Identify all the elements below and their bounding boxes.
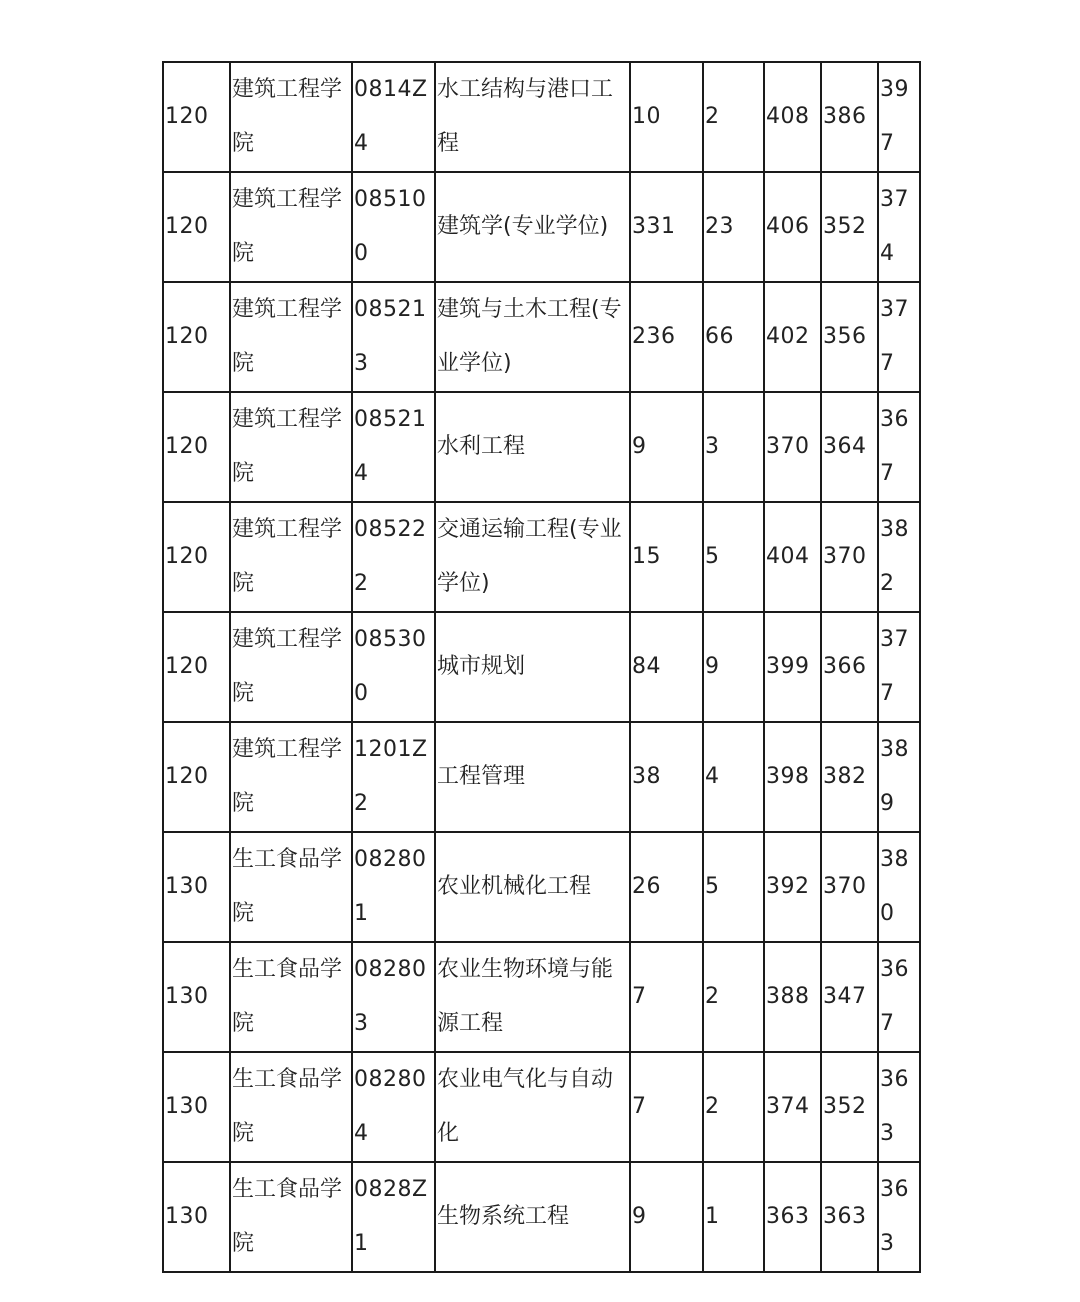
table-row	[163, 1052, 920, 1162]
applicants-cell: 7	[630, 942, 703, 1052]
avg-score-cell: 363	[878, 1052, 920, 1162]
college-code-cell: 120	[163, 722, 230, 832]
college-name-cell: 建筑工程学院	[230, 722, 352, 832]
applicants-cell: 15	[630, 502, 703, 612]
applicants-cell: 7	[630, 1052, 703, 1162]
college-name-cell: 建筑工程学院	[230, 62, 352, 172]
avg-score-cell: 382	[878, 502, 920, 612]
table-row	[163, 502, 920, 612]
college-code-cell: 130	[163, 942, 230, 1052]
min-score-cell: 347	[821, 942, 878, 1052]
min-score-cell: 352	[821, 1052, 878, 1162]
score-table-container	[162, 61, 921, 1273]
min-score-cell: 363	[821, 1162, 878, 1272]
table-row	[163, 1162, 920, 1272]
min-score-cell: 370	[821, 502, 878, 612]
min-score-cell: 382	[821, 722, 878, 832]
applicants-cell: 26	[630, 832, 703, 942]
score-table	[162, 61, 921, 1273]
max-score-cell: 399	[764, 612, 821, 722]
max-score-cell: 398	[764, 722, 821, 832]
table-row	[163, 172, 920, 282]
college-code-cell: 120	[163, 62, 230, 172]
avg-score-cell: 377	[878, 612, 920, 722]
major-name-cell: 水工结构与港口工程	[435, 62, 630, 172]
max-score-cell: 404	[764, 502, 821, 612]
admitted-cell: 2	[703, 62, 764, 172]
major-name-cell: 建筑学(专业学位)	[435, 172, 630, 282]
table-row	[163, 722, 920, 832]
admitted-cell: 2	[703, 942, 764, 1052]
admitted-cell: 4	[703, 722, 764, 832]
major-code-cell: 1201Z2	[352, 722, 435, 832]
avg-score-cell: 380	[878, 832, 920, 942]
major-code-cell: 0814Z4	[352, 62, 435, 172]
table-row	[163, 942, 920, 1052]
college-name-cell: 建筑工程学院	[230, 612, 352, 722]
college-code-cell: 120	[163, 502, 230, 612]
admitted-cell: 23	[703, 172, 764, 282]
college-name-cell: 建筑工程学院	[230, 172, 352, 282]
college-code-cell: 120	[163, 282, 230, 392]
admitted-cell: 5	[703, 832, 764, 942]
min-score-cell: 370	[821, 832, 878, 942]
table-body	[163, 62, 920, 1272]
max-score-cell: 363	[764, 1162, 821, 1272]
max-score-cell: 406	[764, 172, 821, 282]
major-code-cell: 0828Z1	[352, 1162, 435, 1272]
major-name-cell: 建筑与土木工程(专业学位)	[435, 282, 630, 392]
college-name-cell: 生工食品学院	[230, 1162, 352, 1272]
applicants-cell: 9	[630, 392, 703, 502]
major-code-cell: 085222	[352, 502, 435, 612]
major-code-cell: 085300	[352, 612, 435, 722]
college-name-cell: 建筑工程学院	[230, 502, 352, 612]
avg-score-cell: 389	[878, 722, 920, 832]
max-score-cell: 388	[764, 942, 821, 1052]
table-row	[163, 62, 920, 172]
admitted-cell: 3	[703, 392, 764, 502]
major-name-cell: 农业生物环境与能源工程	[435, 942, 630, 1052]
college-name-cell: 建筑工程学院	[230, 392, 352, 502]
max-score-cell: 408	[764, 62, 821, 172]
college-code-cell: 130	[163, 1162, 230, 1272]
college-code-cell: 120	[163, 392, 230, 502]
college-code-cell: 120	[163, 172, 230, 282]
min-score-cell: 352	[821, 172, 878, 282]
avg-score-cell: 363	[878, 1162, 920, 1272]
major-name-cell: 农业电气化与自动化	[435, 1052, 630, 1162]
max-score-cell: 370	[764, 392, 821, 502]
major-code-cell: 085214	[352, 392, 435, 502]
major-name-cell: 水利工程	[435, 392, 630, 502]
admitted-cell: 66	[703, 282, 764, 392]
table-row	[163, 612, 920, 722]
avg-score-cell: 367	[878, 392, 920, 502]
table-row	[163, 392, 920, 502]
admitted-cell: 5	[703, 502, 764, 612]
min-score-cell: 356	[821, 282, 878, 392]
college-name-cell: 生工食品学院	[230, 832, 352, 942]
min-score-cell: 386	[821, 62, 878, 172]
major-name-cell: 城市规划	[435, 612, 630, 722]
college-name-cell: 生工食品学院	[230, 942, 352, 1052]
avg-score-cell: 374	[878, 172, 920, 282]
major-code-cell: 085213	[352, 282, 435, 392]
major-name-cell: 工程管理	[435, 722, 630, 832]
major-name-cell: 交通运输工程(专业学位)	[435, 502, 630, 612]
applicants-cell: 10	[630, 62, 703, 172]
applicants-cell: 84	[630, 612, 703, 722]
min-score-cell: 364	[821, 392, 878, 502]
avg-score-cell: 367	[878, 942, 920, 1052]
applicants-cell: 236	[630, 282, 703, 392]
college-name-cell: 建筑工程学院	[230, 282, 352, 392]
major-code-cell: 082804	[352, 1052, 435, 1162]
major-code-cell: 082803	[352, 942, 435, 1052]
max-score-cell: 392	[764, 832, 821, 942]
admitted-cell: 2	[703, 1052, 764, 1162]
applicants-cell: 38	[630, 722, 703, 832]
admitted-cell: 9	[703, 612, 764, 722]
table-row	[163, 832, 920, 942]
major-name-cell: 生物系统工程	[435, 1162, 630, 1272]
max-score-cell: 402	[764, 282, 821, 392]
major-name-cell: 农业机械化工程	[435, 832, 630, 942]
college-code-cell: 120	[163, 612, 230, 722]
admitted-cell: 1	[703, 1162, 764, 1272]
avg-score-cell: 377	[878, 282, 920, 392]
college-code-cell: 130	[163, 1052, 230, 1162]
max-score-cell: 374	[764, 1052, 821, 1162]
applicants-cell: 9	[630, 1162, 703, 1272]
college-code-cell: 130	[163, 832, 230, 942]
college-name-cell: 生工食品学院	[230, 1052, 352, 1162]
avg-score-cell: 397	[878, 62, 920, 172]
applicants-cell: 331	[630, 172, 703, 282]
table-row	[163, 282, 920, 392]
major-code-cell: 085100	[352, 172, 435, 282]
major-code-cell: 082801	[352, 832, 435, 942]
min-score-cell: 366	[821, 612, 878, 722]
